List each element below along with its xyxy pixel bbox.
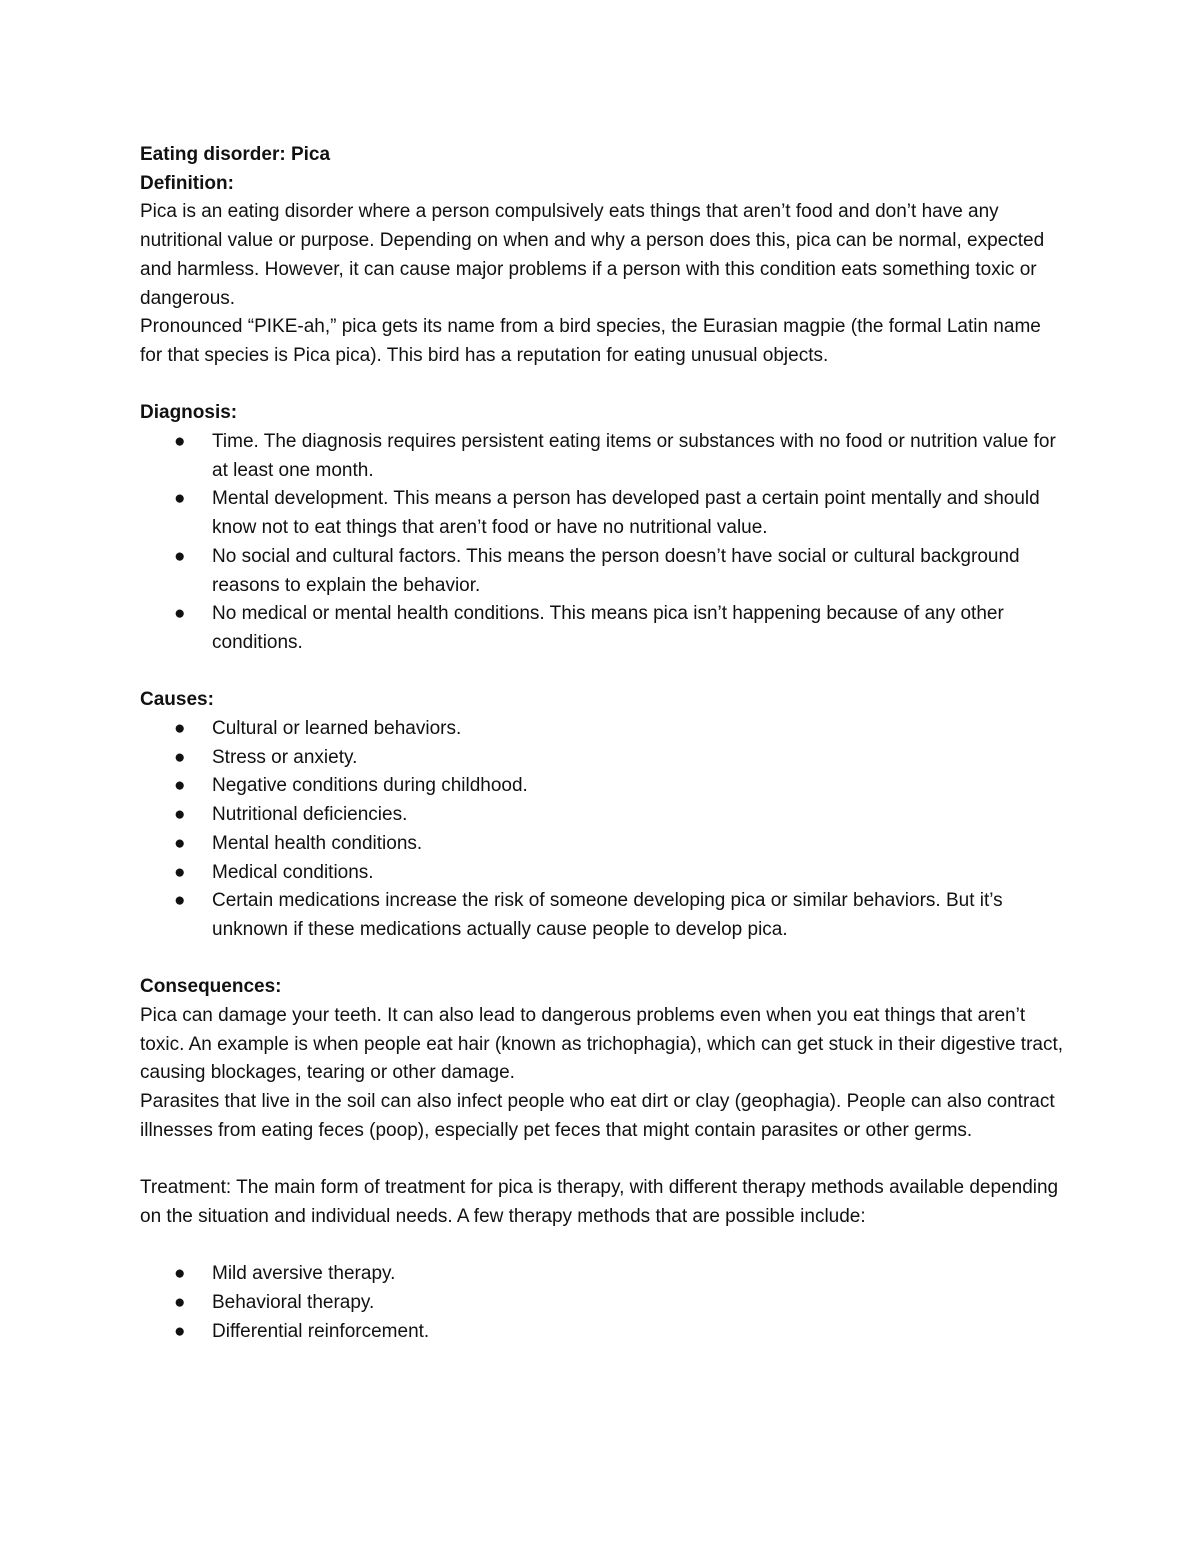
document-page — [140, 141, 1065, 1346]
list-item-text: Nutritional deficiencies. — [212, 804, 408, 826]
list-item-text: Mild aversive therapy. — [212, 1263, 396, 1285]
list-item-text: Mental health conditions. — [212, 832, 423, 854]
list-item — [140, 772, 1065, 801]
definition-heading: Definition: — [140, 172, 234, 194]
list-item — [140, 600, 1065, 657]
bullet-icon: ● — [174, 488, 186, 510]
bullet-icon: ● — [174, 861, 186, 883]
list-item — [140, 1318, 1065, 1347]
list-item-text: Time. The diagnosis requires persistent eating items or substances with no food or nutrition value for at least one month. — [212, 431, 1056, 481]
bullet-icon: ● — [174, 603, 186, 625]
bullet-icon: ● — [174, 431, 186, 453]
spacer — [140, 1146, 1065, 1175]
list-item — [140, 830, 1065, 859]
list-item-text: Mental development. This means a person has developed past a certain point mentally and should know not to eat things that aren’t food or have no nutritional value. — [212, 488, 1040, 539]
list-item-text: No social and cultural factors. This means the person doesn’t have social or cultural background reasons to explain the behavior. — [212, 545, 1020, 596]
diagnosis-heading: Diagnosis: — [140, 402, 238, 424]
list-item — [140, 1260, 1065, 1289]
bullet-icon: ● — [174, 890, 186, 912]
causes-heading: Causes: — [140, 689, 214, 711]
list-item — [140, 715, 1065, 744]
list-item-text: No medical or mental health conditions. This means pica isn’t happening because of any other conditions. — [212, 603, 1004, 653]
list-item — [140, 744, 1065, 773]
treatment-list — [140, 1260, 1065, 1346]
bullet-icon: ● — [174, 746, 186, 768]
bullet-icon: ● — [174, 775, 186, 797]
list-item-text: Cultural or learned behaviors. — [212, 718, 462, 740]
bullet-icon: ● — [174, 718, 186, 740]
document-title: Eating disorder: Pica — [140, 144, 331, 165]
list-item-text: Medical conditions. — [212, 861, 374, 883]
bullet-icon: ● — [174, 804, 186, 826]
spacer — [140, 371, 1065, 400]
list-item-text: Certain medications increase the risk of someone developing pica or similar behaviors. But it’s unknown if these medications actually cause people to develop pica. — [212, 890, 1003, 940]
bullet-icon: ● — [174, 1320, 186, 1342]
list-item-text: Behavioral therapy. — [212, 1292, 375, 1314]
list-item — [140, 485, 1065, 542]
bullet-icon: ● — [174, 1292, 186, 1314]
bullet-icon: ● — [174, 832, 186, 854]
definition-paragraph: Pronounced “PIKE-ah,” pica gets its name from a bird species, the Eurasian magpie (the formal Latin name for that species is Pica pica). This bird has a reputation for eating unusual objects. — [140, 316, 1041, 366]
list-item-text: Negative conditions during childhood. — [212, 775, 528, 797]
list-item — [140, 859, 1065, 888]
spacer — [140, 658, 1065, 687]
treatment-paragraph: Treatment: The main form of treatment for pica is therapy, with different therapy methods available depending on the situation and individual needs. A few therapy methods that are possible include: — [140, 1177, 1059, 1227]
consequences-paragraph: Pica can damage your teeth. It can also lead to dangerous problems even when you eat things that aren’t toxic. An example is when people eat hair (known as trichophagia), which can get stuck in their digestive tract, causing blockages, tearing or other damage. — [140, 1005, 1064, 1084]
consequences-paragraph: Parasites that live in the soil can also infect people who eat dirt or clay (geophagia). People can also contract illnesses from eating feces (poop), especially pet feces that might contain parasites or other germs. — [140, 1091, 1055, 1141]
causes-list — [140, 715, 1065, 945]
list-item — [140, 543, 1065, 600]
list-item — [140, 887, 1065, 944]
spacer — [140, 945, 1065, 974]
list-item-text: Stress or anxiety. — [212, 746, 358, 768]
list-item — [140, 428, 1065, 485]
list-item-text: Differential reinforcement. — [212, 1320, 430, 1342]
definition-paragraph: Pica is an eating disorder where a person compulsively eats things that aren’t food and don’t have any nutritional value or purpose. Depending on when and why a person does this, pica can be normal, expected and harmless. However, it can cause major problems if a person with this condition eats something toxic or dangerous. — [140, 201, 1045, 309]
list-item — [140, 801, 1065, 830]
consequences-heading: Consequences: — [140, 976, 282, 998]
spacer — [140, 1232, 1065, 1261]
bullet-icon: ● — [174, 545, 186, 567]
bullet-icon: ● — [174, 1263, 186, 1285]
diagnosis-list — [140, 428, 1065, 658]
list-item — [140, 1289, 1065, 1318]
